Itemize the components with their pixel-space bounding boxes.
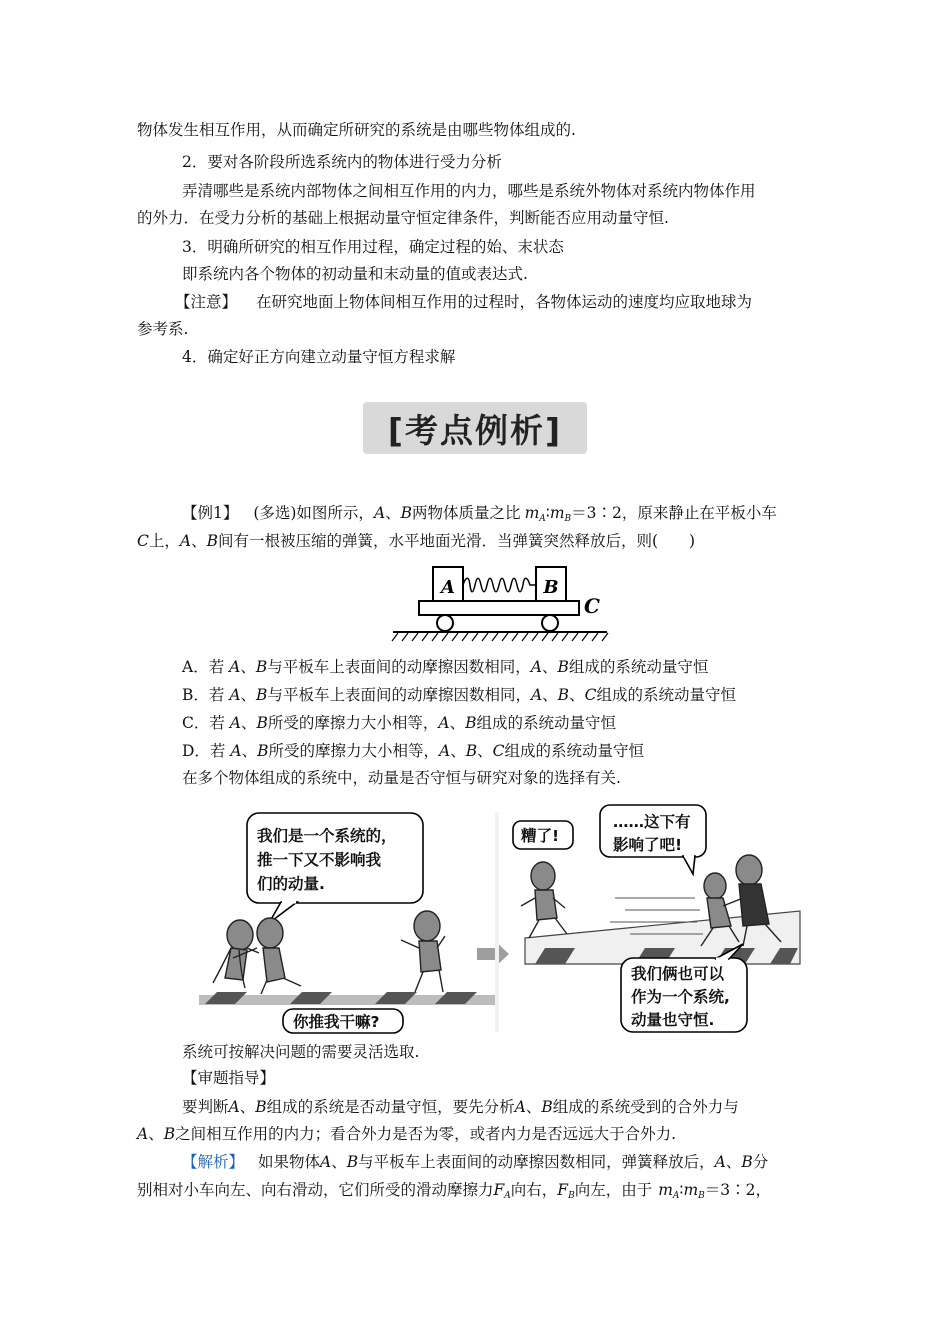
text: 、 [525,1098,542,1116]
text: 间有一根被压缩的弹簧，水平地面光滑．当弹簧突然释放后，则( ) [218,532,696,550]
var-m: m [658,1181,673,1199]
remark: 在多个物体组成的系统中，动量是否守恒与研究对象的选择有关. [182,769,621,787]
text: 组成的系统动量守恒 [476,714,617,732]
var-b: B [557,658,569,676]
var-b: B [465,714,477,732]
spring [463,578,535,592]
text: ∶ [545,504,550,522]
note [175,292,752,312]
text: 如果物体 [258,1153,321,1171]
var-b: B [346,1153,359,1171]
var-b: B [465,742,478,760]
var-a: A [229,658,241,676]
bubble-5-line-3: 动量也守恒. [631,1011,715,1029]
text: 组成的系统受到的合外力与 [552,1098,739,1116]
var-a: A [229,686,241,704]
analysis-tag: 【解析】 [182,1153,245,1171]
bubble-2: 你推我干嘛? [293,1013,380,1031]
bubble-1-line-3: 们的动量. [257,875,325,893]
label-c: C [584,594,600,618]
guide-line-2 [137,1124,676,1144]
text: ＝3∶2， [704,1181,772,1199]
text: 组成的系统动量守恒 [504,742,644,760]
var-f: F [557,1181,569,1199]
option-d[interactable] [182,741,644,761]
example-type: (多选) [253,504,297,522]
text: 组成的系统是否动量守恒，要先分析 [266,1098,515,1116]
section-banner: [考点例析] [363,402,587,454]
bubble-3: 糟了! [521,827,560,845]
text: 、 [241,714,257,732]
text: 分 [752,1153,769,1171]
text: 、 [241,742,258,760]
paragraph: 即系统内各个物体的初动量和末动量的值或表达式. [182,265,528,283]
example-tag: 【例1】 [182,504,239,522]
var-b: B [255,1098,267,1116]
analysis-line-2 [137,1180,771,1206]
text: 、 [385,504,401,522]
subscript-a: A [504,1191,511,1201]
wheel [542,615,558,631]
var-a: A [530,686,543,704]
wheel [437,615,453,631]
var-m: m [524,504,540,522]
var-c: C [584,686,597,704]
text: 、 [240,658,256,676]
paragraph: 参考系. [137,320,189,338]
text: 两物体质量之比 [412,504,521,522]
option-mark: D．若 [182,742,231,760]
text: 向左，由于 [574,1181,653,1199]
option-mark: C．若 [182,714,230,732]
var-b: B [206,532,218,550]
text: 所受的摩擦力大小相等， [267,714,439,732]
text: 组成的系统动量守恒 [568,658,709,676]
subscript-a: A [539,514,546,524]
var-c: C [492,742,505,760]
var-b: B [557,686,570,704]
var-b: B [741,1153,753,1171]
text: 要判断 [182,1098,229,1116]
subscript-a: A [672,1191,680,1201]
var-a: A [714,1153,726,1171]
var-a: A [228,1098,240,1116]
text: 与平板车上表面间的动摩擦因数相同， [267,686,531,704]
paragraph: 4．确定好正方向建立动量守恒方程求解 [182,348,456,366]
var-a: A [514,1098,526,1116]
option-mark: B．若 [182,686,230,704]
text: 、 [477,742,493,760]
text: 组成的系统动量守恒 [596,686,736,704]
var-b: B [257,742,269,760]
paragraph: 3．明确所研究的相互作用过程，确定过程的始、末状态 [182,238,564,256]
option-c[interactable] [182,713,616,733]
var-b: B [541,1098,553,1116]
text: ＝3∶2，原来静止在平板小车 [571,504,777,522]
text: 之间相互作用的内力；看合外力是否为零，或者内力是否远远大于合外力. [175,1125,677,1143]
subscript-b: B [564,514,572,524]
var-b: B [255,658,268,676]
var-a: A [137,1125,149,1143]
text: 、 [450,742,466,760]
text: 、 [148,1125,164,1143]
var-b: B [256,686,268,704]
arrow-right-icon [477,941,509,967]
text: 与平板车上表面间的动摩擦因数相同， [267,658,531,676]
text: 、 [541,658,558,676]
option-b[interactable] [182,685,736,705]
paragraph: 2．要对各阶段所选系统内的物体进行受力分析 [182,153,502,171]
var-m: m [683,1181,699,1199]
option-a[interactable] [182,657,708,677]
var-f: F [493,1181,505,1199]
var-a: A [179,532,192,550]
text: ∶ [679,1181,684,1199]
example-line-2 [137,531,695,551]
text: 、 [331,1153,347,1171]
example-line-1 [182,503,777,529]
bubble-4-line-1: ……这下有 [613,813,691,831]
label-b: B [543,577,559,598]
text: 上， [148,532,180,550]
text: 、 [542,686,558,704]
var-c: C [137,532,149,550]
note-text: 在研究地面上物体间相互作用的过程时，各物体运动的速度均应取地球为 [255,293,752,311]
bubble-4-line-2: 影响了吧! [613,836,683,854]
var-b: B [256,714,268,732]
var-m: m [549,504,565,522]
text: 与平板车上表面间的动摩擦因数相同，弹簧释放后， [358,1153,715,1171]
analysis-line-1 [182,1152,768,1172]
option-mark: A．若 [182,658,230,676]
text: 、 [239,1098,256,1116]
var-a: A [320,1153,332,1171]
bubble-5-line-2: 作为一个系统, [631,988,730,1006]
guide-tag: 【审题指导】 [182,1069,276,1087]
var-b: B [400,504,413,522]
var-a: A [438,742,451,760]
subscript-b: B [698,1191,705,1201]
guide-line-1 [182,1097,739,1117]
text: 如图所示， [296,504,374,522]
bubble-5-line-1: 我们俩也可以 [631,965,725,983]
var-a: A [438,714,450,732]
label-a: A [441,577,455,598]
text: 、 [449,714,466,732]
cart-figure [390,563,610,643]
text: 别相对小车向左、向右滑动，它们所受的滑动摩擦力 [137,1181,494,1199]
caption: 系统可按解决问题的需要灵活选取. [182,1043,420,1061]
text: 、 [240,686,257,704]
bubble-1-line-2: 推一下又不影响我 [257,851,382,869]
text: 所受的摩擦力大小相等， [268,742,439,760]
var-a: A [530,658,542,676]
paragraph: 物体发生相互作用，从而确定所研究的系统是由哪些物体组成的. [137,121,576,139]
text: 、 [725,1153,742,1171]
text: 向右， [510,1181,558,1199]
bubble-1-line-1: 我们是一个系统的， [257,827,397,845]
var-b: B [163,1125,176,1143]
paragraph: 的外力．在受力分析的基础上根据动量守恒定律条件，判断能否应用动量守恒. [137,209,669,227]
var-a: A [229,714,241,732]
comic-figure [195,798,805,1034]
var-a: A [230,742,242,760]
text: 、 [569,686,585,704]
text: 、 [191,532,207,550]
paragraph: 弄清哪些是系统内部物体之间相互作用的内力，哪些是系统外物体对系统内物体作用 [182,182,756,200]
note-tag: 【注意】 [175,293,238,311]
character [213,911,445,994]
subscript-b: B [568,1191,575,1201]
var-a: A [373,504,386,522]
